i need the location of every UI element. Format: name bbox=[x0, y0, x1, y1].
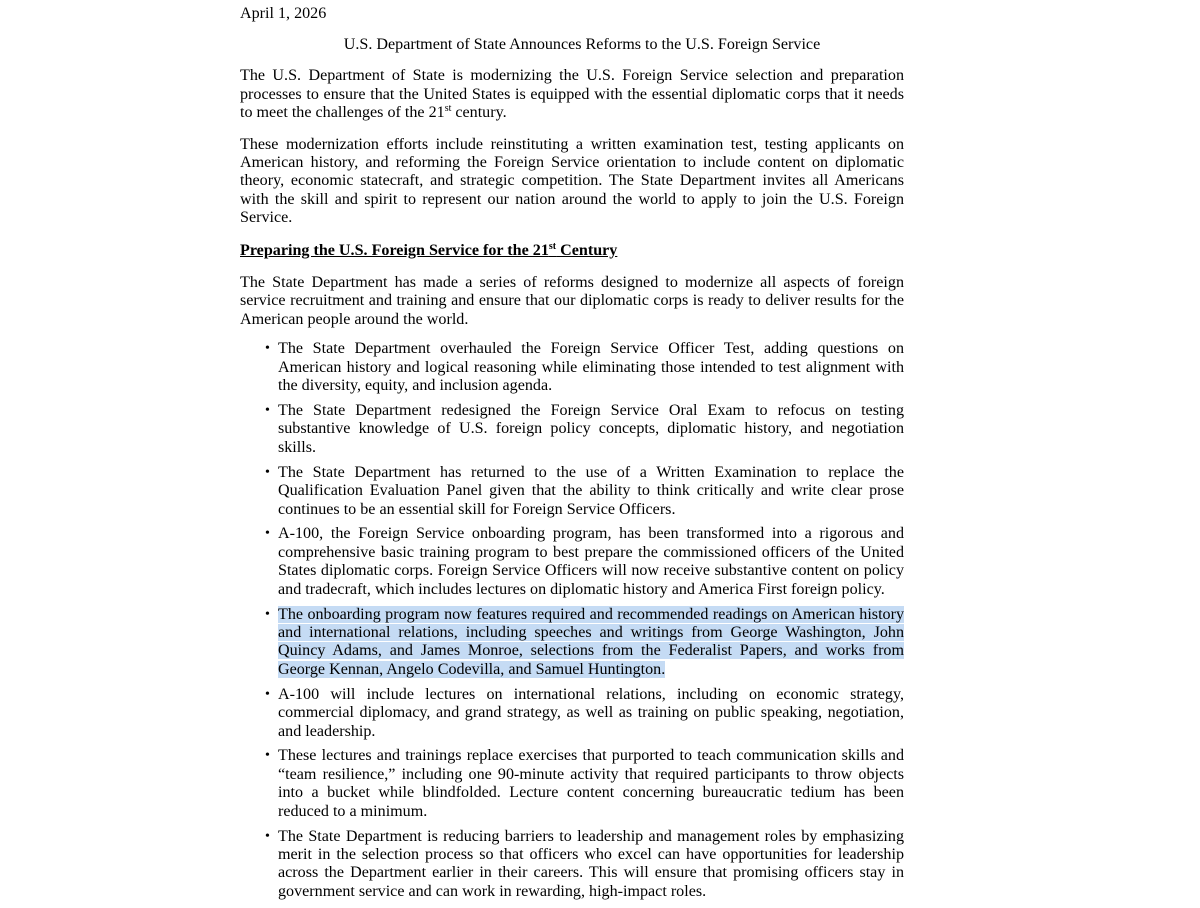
reforms-paragraph: The State Department has made a series of reforms designed to modernize all aspects of foreign service recruitment and training and ensure that our diplomatic corps is ready to deliver results for the American people around the world. bbox=[240, 274, 904, 328]
bullet-icon: • bbox=[265, 526, 270, 542]
intro-superscript: st bbox=[444, 103, 452, 115]
list-item-text: A-100, the Foreign Service onboarding program, has been transformed into a rigorous and comprehensive basic training program to best prepare the commissioned officers of the United States diplomatic corps. Foreign Service Officers will now receive substantive content on policy and tradecraft, which includes lectures on diplomatic history and America First foreign policy. bbox=[278, 525, 904, 598]
bullet-icon: • bbox=[265, 464, 270, 480]
list-item-text: The State Department has returned to the use of a Written Examination to replace the Qualification Evaluation Panel given that the ability to think critically and write clear prose continues to be an essential skill for Foreign Service Officers. bbox=[278, 463, 904, 518]
list-item-text: A-100 will include lectures on international relations, including on economic strategy, commercial diplomacy, and grand strategy, as well as training on public speaking, negotiation, and leadership. bbox=[278, 685, 904, 740]
list-item bbox=[240, 525, 904, 599]
bullet-icon: • bbox=[265, 748, 270, 764]
list-item bbox=[240, 747, 904, 821]
bullet-icon: • bbox=[265, 606, 270, 622]
list-item-text: The State Department overhauled the Foreign Service Officer Test, adding questions on American history and logical reasoning while eliminating those intended to test alignment with the diversity, equity, and inclusion agenda. bbox=[278, 340, 904, 395]
document-title: U.S. Department of State Announces Reforms to the U.S. Foreign Service bbox=[343, 36, 821, 53]
document-page bbox=[240, 5, 904, 908]
reforms-bullet-list bbox=[240, 340, 904, 901]
list-item bbox=[240, 340, 904, 395]
intro-text-end: century. bbox=[451, 104, 507, 122]
list-item-text: The State Department redesigned the Foreign Service Oral Exam to refocus on testing substantive knowledge of U.S. foreign policy concepts, diplomatic history, and negotiation skills. bbox=[278, 402, 904, 456]
list-item-text: The State Department is reducing barriers to leadership and management roles by emphasizing merit in the selection process so that officers who excel can have opportunities for leadership across the Department earlier in their careers. This will ensure that promising officers stay in government service and can work in rewarding, high-impact roles. bbox=[278, 827, 904, 900]
heading-text-end: Century bbox=[556, 241, 618, 259]
bullet-icon: • bbox=[265, 828, 270, 844]
document-date: April 1, 2026 bbox=[240, 5, 327, 22]
list-item bbox=[240, 686, 904, 741]
heading-superscript: st bbox=[548, 240, 557, 252]
intro-paragraph bbox=[240, 67, 904, 122]
list-item bbox=[240, 828, 904, 902]
efforts-paragraph: These modernization efforts include reinstituting a written examination test, testing applicants on American history, and reforming the Foreign Service orientation to include content on diplomatic theory, economic statecraft, and strategic competition. The State Department invites all Americans with the skill and spirit to represent our nation around the world to apply to join the U.S. Foreign Service. bbox=[240, 135, 904, 227]
list-item bbox=[240, 464, 904, 519]
selected-text[interactable]: The onboarding program now features required and recommended readings on American history and international relations, including speeches and writings from George Washington, John Quincy Adams, and James Monroe, selections from the Federalist Papers, and works from George Kennan, Angelo Codevilla, and Samuel Huntington. bbox=[278, 605, 904, 678]
bullet-icon: • bbox=[265, 403, 270, 418]
intro-text: The U.S. Department of State is modernizing the U.S. Foreign Service selection and preparation processes to ensure that the United States is equipped with the essential diplomatic corps that it needs to meet the challenges of the 21 bbox=[240, 67, 904, 122]
section-heading bbox=[240, 242, 904, 260]
bullet-icon: • bbox=[265, 341, 270, 357]
heading-text: Preparing the U.S. Foreign Service for the 21 bbox=[240, 241, 549, 259]
list-item-selected[interactable] bbox=[240, 606, 904, 680]
bullet-icon: • bbox=[265, 686, 270, 702]
list-item bbox=[240, 402, 904, 457]
list-item-text: These lectures and trainings replace exercises that purported to teach communication skills and “team resilience,” including one 90-minute activity that required participants to throw objects into a bucket while blindfolded. Lecture content concerning bureaucratic tedium has been reduced to a minimum. bbox=[278, 747, 904, 820]
